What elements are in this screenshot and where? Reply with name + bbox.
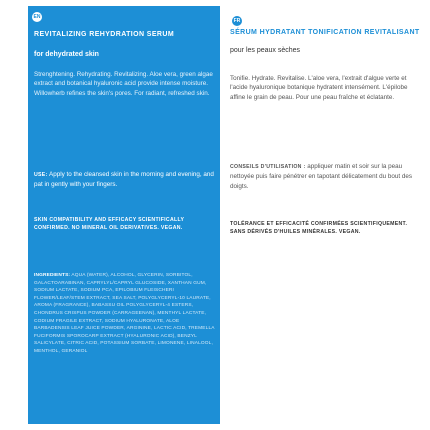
language-badge-en: EN xyxy=(33,14,41,20)
ingredients-list xyxy=(34,272,216,356)
product-title-fr: SÉRUM HYDRATANT TONIFICATION REVITALISANT xyxy=(230,29,420,36)
usage-text-fr: appliquer matin et soir sur la peau nettoyée puis faire pénétrer en tapotant délicatement du bout des doigts. xyxy=(230,163,413,190)
product-subtitle-en: for dehydrated skin xyxy=(34,51,99,58)
description-fr: Tonifie. Hydrate. Revitalise. L'aloe vera, l'extrait d'algue verte et l'acide hyaluronique botanique hydratent intensément. L'épilobe affine le grain de peau. Pour une peau fraîche et éclatante. xyxy=(230,75,408,101)
product-subtitle-fr: pour les peaux sèches xyxy=(230,47,301,54)
usage-en xyxy=(34,170,216,190)
language-badge-fr: FR xyxy=(233,18,241,24)
ingredients-label: INGREDIENTS: xyxy=(34,273,71,278)
usage-label-en: USE: xyxy=(34,172,48,178)
description-en: Strenghtening. Rehydrating. Revitalizing. Aloe vera, green algae extract and botanical hyaluronic acid provide intense moisture. Willowherb refines the skin's pores. For radiant, refreshed skin. xyxy=(34,71,213,97)
english-panel xyxy=(28,6,220,424)
usage-label-fr: CONSEILS D'UTILISATION : xyxy=(230,164,306,170)
claim-en: SKIN COMPATIBILITY AND EFFICACY SCIENTIFICALLY CONFIRMED. NO MINERAL OIL DERIVATIVES. VEGAN. xyxy=(34,217,185,231)
usage-text-en: Apply to the cleansed skin in the morning and evening, and pat in gently with your fingers. xyxy=(34,171,214,189)
french-panel xyxy=(224,6,424,424)
ingredients-text: AQUA (WATER), ALCOHOL, GLYCERIN, SORBITOL, GALACTOARABINAN, CAPRYLYL/CAPRYL GLUCOSIDE, XANTHAN GUM, SODIUM LACTATE, SODIUM PCA, EPILOBIUM FLEISCHERI FLOWER/LEAF/STEM EXTRACT, SEA SALT, POLYGLYCERYL-10 LAURATE, AROMA (FRAGRANCE), BABASSU OIL POLYGLYCERYL-4 ESTERS, CHONDRUS CRISPUS POWDER (CARRAGEENAN), MENTHYL LACTATE, CODIUM FRAGILE EXTRACT, SODIUM HYALURONATE, ALOE BARBADENSIS LEAF JUICE POWDER, ARGININE, LACTIC ACID, TREMELLA FUCIFORMIS SPOROCARP EXTRACT (HYALURONIC ACID), BENZYL SALICYLATE, CITRIC ACID, POTASSIUM SORBATE, LIMONENE, LINALOOL, MENTHOL, GERANIOL xyxy=(34,273,215,354)
claim-fr: TOLÉRANCE ET EFFICACITÉ CONFIRMÉES SCIENTIFIQUEMENT. SANS DÉRIVÉS D'HUILES MINÉRALES. VEGAN. xyxy=(230,221,408,235)
usage-fr xyxy=(230,162,418,191)
product-title-en: REVITALIZING REHYDRATION SERUM xyxy=(34,31,175,38)
